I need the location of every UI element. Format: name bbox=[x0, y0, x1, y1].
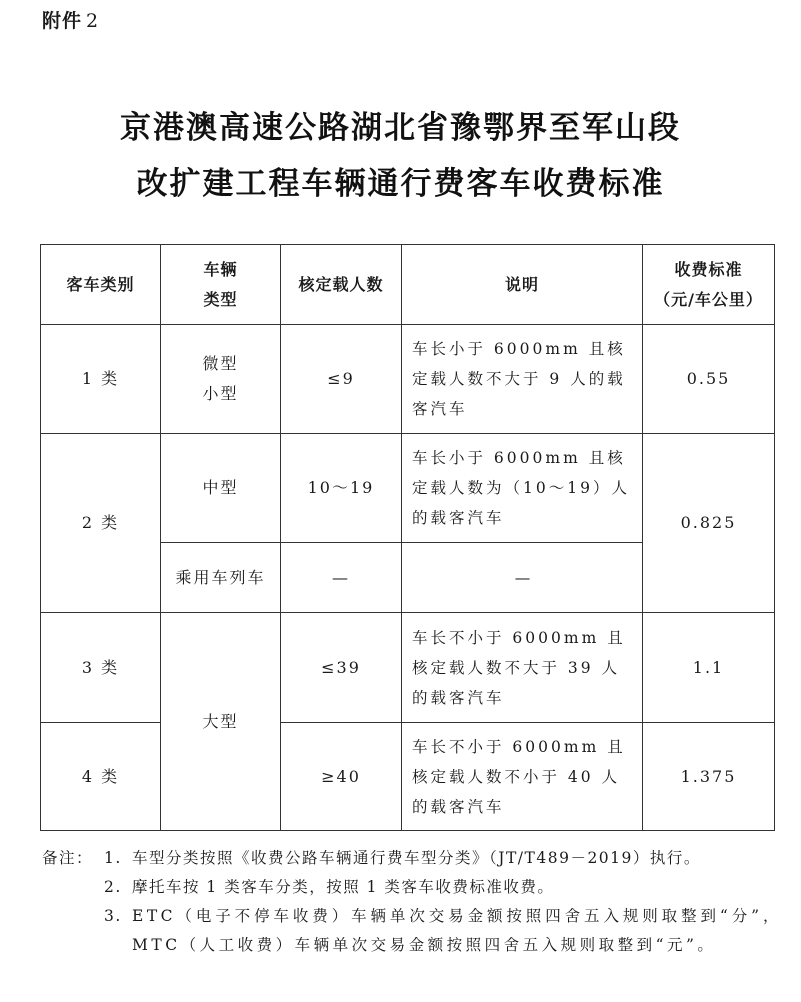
table-row bbox=[41, 613, 775, 723]
cell-rate: 1.1 bbox=[643, 613, 775, 723]
header-category: 客车类别 bbox=[41, 245, 161, 325]
cell-vehicle-type-line1: 微型 bbox=[202, 354, 239, 373]
note-number: 2. bbox=[104, 878, 122, 896]
note-number: 1. bbox=[104, 849, 122, 867]
note-text: ETC（电子不停车收费）车辆单次交易金额按照四舍五入规则取整到“分”，MTC（人工收费）车辆单次交易金额按照四舍五入规则取整到“元”。 bbox=[132, 907, 782, 954]
table-header-row bbox=[41, 245, 775, 325]
cell-rate: 1.375 bbox=[643, 723, 775, 831]
header-vehicle-type-line1: 车辆 bbox=[203, 259, 238, 279]
header-capacity: 核定载人数 bbox=[281, 245, 402, 325]
header-rate-line2: （元/车公里） bbox=[654, 289, 763, 309]
header-vehicle-type-line2: 类型 bbox=[203, 289, 238, 309]
notes-section bbox=[42, 844, 782, 960]
cell-description: 车长不小于 6000mm 且核定载人数不小于 40 人的载客汽车 bbox=[402, 723, 643, 831]
cell-description: — bbox=[402, 543, 643, 613]
table-row bbox=[41, 434, 775, 543]
attachment-label-text: 附件 bbox=[42, 10, 83, 32]
cell-rate: 0.55 bbox=[643, 325, 775, 434]
cell-category: 3 类 bbox=[41, 613, 161, 723]
cell-capacity: ≤9 bbox=[281, 325, 402, 434]
table-row bbox=[41, 723, 775, 831]
notes-prefix: 备注： bbox=[42, 849, 94, 867]
cell-capacity: 10～19 bbox=[281, 434, 402, 543]
cell-category: 2 类 bbox=[41, 434, 161, 613]
cell-vehicle-type: 乘用车列车 bbox=[161, 543, 281, 613]
header-rate-line1: 收费标准 bbox=[674, 259, 743, 279]
attachment-label bbox=[42, 6, 99, 33]
cell-capacity: ≥40 bbox=[281, 723, 402, 831]
cell-description: 车长小于 6000mm 且核定载人数为（10～19）人的载客汽车 bbox=[402, 434, 643, 543]
cell-description: 车长小于 6000mm 且核定载人数不大于 9 人的载客汽车 bbox=[402, 325, 643, 434]
header-description: 说明 bbox=[402, 245, 643, 325]
cell-vehicle-type: 中型 bbox=[161, 434, 281, 543]
header-vehicle-type bbox=[161, 245, 281, 325]
table-row bbox=[41, 325, 775, 434]
cell-category: 1 类 bbox=[41, 325, 161, 434]
fee-standard-table bbox=[40, 244, 775, 831]
document-title-line2: 改扩建工程车辆通行费客车收费标准 bbox=[136, 166, 665, 202]
note-item bbox=[42, 844, 782, 873]
document-title-line1: 京港澳高速公路湖北省豫鄂界至军山段 bbox=[120, 110, 681, 146]
cell-vehicle-type: 大型 bbox=[161, 613, 281, 831]
attachment-number: 2 bbox=[86, 10, 100, 32]
note-item bbox=[42, 902, 782, 960]
cell-capacity: — bbox=[281, 543, 402, 613]
note-text: 摩托车按 1 类客车分类，按照 1 类客车收费标准收费。 bbox=[132, 878, 555, 896]
note-item bbox=[42, 873, 782, 902]
cell-capacity: ≤39 bbox=[281, 613, 402, 723]
header-rate bbox=[643, 245, 775, 325]
note-text: 车型分类按照《收费公路车辆通行费车型分类》（JT/T489－2019）执行。 bbox=[132, 849, 701, 867]
cell-vehicle-type bbox=[161, 325, 281, 434]
note-number: 3. bbox=[104, 907, 122, 925]
cell-description: 车长不小于 6000mm 且核定载人数不大于 39 人的载客汽车 bbox=[402, 613, 643, 723]
cell-vehicle-type-line2: 小型 bbox=[202, 384, 239, 403]
cell-category: 4 类 bbox=[41, 723, 161, 831]
cell-rate: 0.825 bbox=[643, 434, 775, 613]
